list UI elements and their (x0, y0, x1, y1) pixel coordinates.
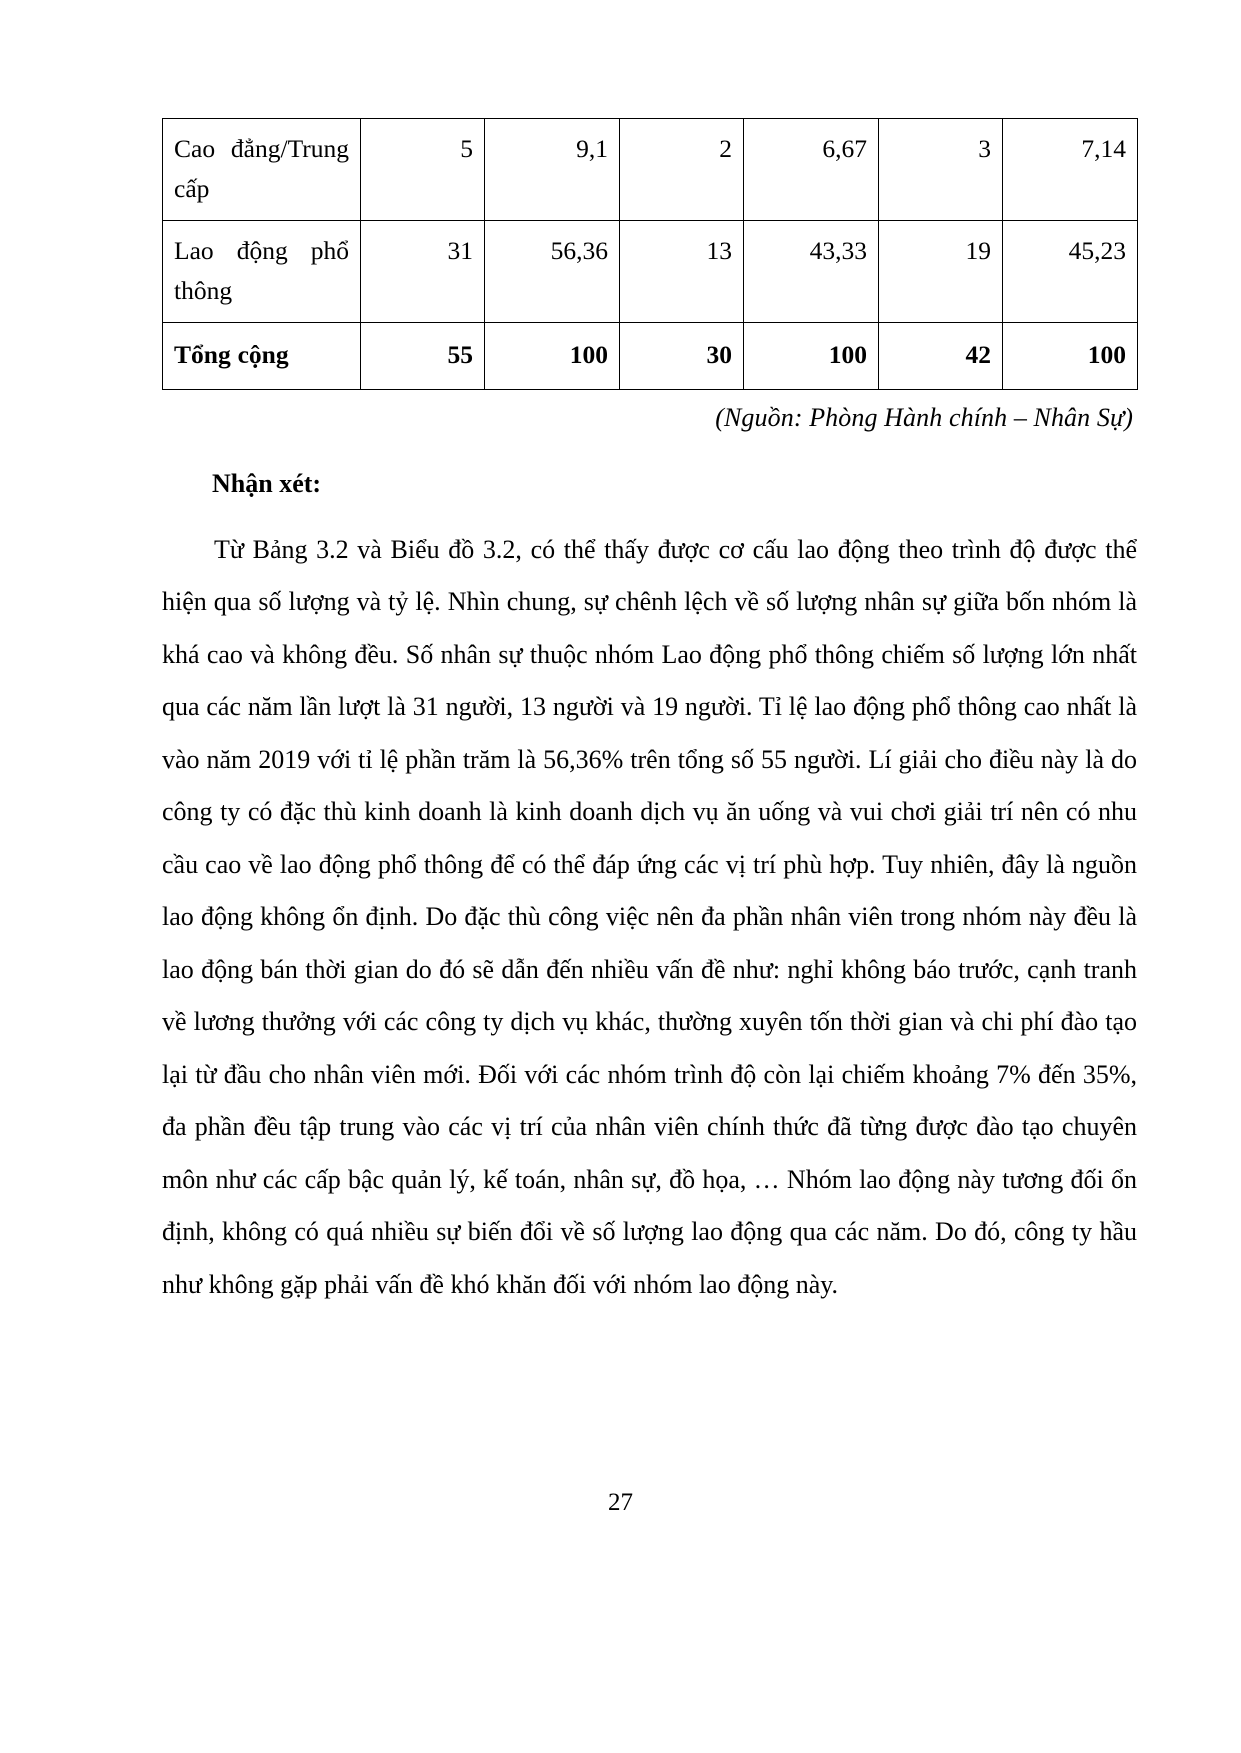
cell-count-2020: 2 (620, 119, 744, 221)
cell-count-2020: 13 (620, 221, 744, 323)
cell-count-2021: 3 (879, 119, 1003, 221)
cell-total-count-2021: 42 (879, 323, 1003, 390)
cell-percent-2021: 7,14 (1003, 119, 1138, 221)
page-number: 27 (608, 1489, 633, 1516)
cell-percent-2021: 45,23 (1003, 221, 1138, 323)
cell-percent-2020: 43,33 (744, 221, 879, 323)
cell-percent-2020: 6,67 (744, 119, 879, 221)
cell-percent-2019: 9,1 (485, 119, 620, 221)
table-row-total (163, 323, 1138, 390)
body-paragraph: Từ Bảng 3.2 và Biểu đồ 3.2, có thể thấy được cơ cấu lao động theo trình độ được thể hiện qua số lượng và tỷ lệ. Nhìn chung, sự chênh lệch về số lượng nhân sự giữa bốn nhóm là khá cao và không đều. Số nhân sự thuộc nhóm Lao động phổ thông chiếm số lượng lớn nhất qua các năm lần lượt là 31 người, 13 người và 19 người. Tỉ lệ lao động phổ thông cao nhất là vào năm 2019 với tỉ lệ phần trăm là 56,36% trên tổng số 55 người. Lí giải cho điều này là do công ty có đặc thù kinh doanh là kinh doanh dịch vụ ăn uống và vui chơi giải trí nên có nhu cầu cao về lao động phổ thông để có thể đáp ứng các vị trí phù hợp. Tuy nhiên, đây là nguồn lao động không ổn định. Do đặc thù công việc nên đa phần nhân viên trong nhóm này đều là lao động bán thời gian do đó sẽ dẫn đến nhiều vấn đề như: nghỉ không báo trước, cạnh tranh về lương thưởng với các công ty dịch vụ khác, thường xuyên tốn thời gian và chi phí đào tạo lại từ đầu cho nhân viên mới. Đối với các nhóm trình độ còn lại chiếm khoảng 7% đến 35%, đa phần đều tập trung vào các vị trí của nhân viên chính thức đã từng được đào tạo chuyên môn như các cấp bậc quản lý, kế toán, nhân sự, đồ họa, … Nhóm lao động này tương đối ổn định, không có quá nhiều sự biến đổi về số lượng lao động qua các năm. Do đó, công ty hầu như không gặp phải vấn đề khó khăn đối với nhóm lao động này. (162, 534, 1137, 1299)
cell-total-percent-2020: 100 (744, 323, 879, 390)
table-row (163, 221, 1138, 323)
section-heading-nhan-xet: Nhận xét: (212, 468, 322, 498)
cell-total-percent-2019: 100 (485, 323, 620, 390)
cell-total-count-2020: 30 (620, 323, 744, 390)
table-source-note: (Nguồn: Phòng Hành chính – Nhân Sự) (715, 402, 1133, 432)
cell-total-count-2019: 55 (361, 323, 485, 390)
cell-percent-2019: 56,36 (485, 221, 620, 323)
row-label-tong-cong: Tổng cộng (163, 323, 361, 390)
table-row (163, 119, 1138, 221)
cell-total-percent-2021: 100 (1003, 323, 1138, 390)
cell-count-2019: 31 (361, 221, 485, 323)
page-content (162, 118, 1137, 1311)
labor-structure-table (162, 118, 1138, 390)
row-label-lao-dong-pho-thong: Lao động phổ thông (163, 221, 361, 323)
row-label-cao-dang-trung-cap: Cao đẳng/Trung cấp (163, 119, 361, 221)
cell-count-2019: 5 (361, 119, 485, 221)
cell-count-2021: 19 (879, 221, 1003, 323)
